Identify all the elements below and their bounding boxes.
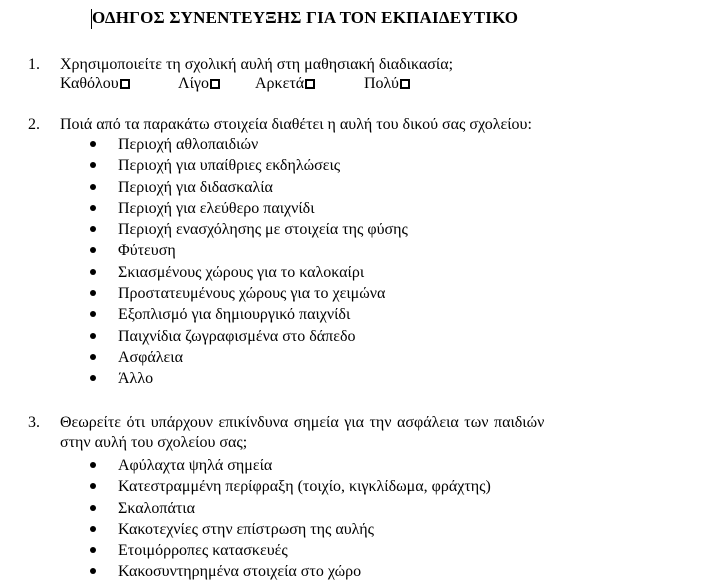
list-item xyxy=(90,240,408,261)
item-text: Προστατευμένους χώρους για το χειμώνα xyxy=(118,285,386,303)
list-item xyxy=(90,540,491,561)
item-text: Ασφάλεια xyxy=(118,348,183,366)
list-item xyxy=(90,155,408,176)
bullet-icon xyxy=(90,205,96,211)
option-enough[interactable] xyxy=(255,75,315,93)
bullet-icon xyxy=(90,483,96,489)
item-text: Περιοχή αθλοπαιδιών xyxy=(118,136,259,153)
item-text: Άλλο xyxy=(118,370,154,388)
question-number: 1. xyxy=(28,56,40,73)
list-item xyxy=(90,368,408,389)
bullet-icon xyxy=(90,375,96,381)
checkbox-icon[interactable] xyxy=(400,79,410,89)
item-text: Ετοιμόρροπες κατασκευές xyxy=(118,542,288,560)
item-text: Περιοχή για υπαίθριες εκδηλώσεις xyxy=(118,157,341,175)
bullet-icon xyxy=(90,311,96,317)
item-text: Περιοχή για διδασκαλία xyxy=(118,178,273,196)
bullet-icon xyxy=(90,247,96,253)
question-text-line1: Θεωρείτε ότι υπάρχουν επικίνδυνα σημεία για την ασφάλεια των παιδιών xyxy=(60,414,545,431)
option-little[interactable] xyxy=(178,75,220,93)
checkbox-icon[interactable] xyxy=(120,79,130,89)
question-text-line2: στην αυλή του σχολείου σας; xyxy=(60,434,248,451)
list-item xyxy=(90,476,491,497)
question-text: Χρησιμοποιείτε τη σχολική αυλή στη μαθησιακή διαδικασία; xyxy=(60,56,454,73)
bullet-icon xyxy=(90,141,96,147)
document-title: ΟΔΗΓΟΣ ΣΥΝΕΝΤΕΥΞΗΣ ΓΙΑ ΤΟΝ ΕΚΠΑΙΔΕΥΤΙΚΟ xyxy=(92,8,519,27)
option-label: Καθόλου xyxy=(60,75,119,92)
list-item xyxy=(90,134,408,155)
item-text: Κακοσυντηρημένα στοιχεία στο χώρο xyxy=(118,563,362,581)
bullet-icon xyxy=(90,505,96,511)
item-text: Σκαλοπάτια xyxy=(118,499,195,517)
list-item xyxy=(90,347,408,368)
list-item xyxy=(90,283,408,304)
bullet-icon xyxy=(90,526,96,532)
list-item xyxy=(90,219,408,240)
checkbox-icon[interactable] xyxy=(305,79,315,89)
question-text: Ποιά από τα παρακάτω στοιχεία διαθέτει η αυλή του δικού σας σχολείου: xyxy=(60,116,532,133)
option-label: Λίγο xyxy=(178,75,209,92)
bullet-icon xyxy=(90,162,96,168)
item-text: Κακοτεχνίες στην επίστρωση της αυλής xyxy=(118,520,374,538)
checkbox-icon[interactable] xyxy=(210,79,220,89)
option-label: Πολύ xyxy=(364,75,399,92)
question-3-items xyxy=(90,455,491,583)
option-none[interactable] xyxy=(60,75,130,93)
list-item xyxy=(90,519,491,540)
item-text: Εξοπλισμό για δημιουργικό παιχνίδι xyxy=(118,306,351,324)
list-item xyxy=(90,262,408,283)
question-number: 2. xyxy=(28,116,40,133)
list-item xyxy=(90,498,491,519)
bullet-icon xyxy=(90,462,96,468)
item-text: Φύτευση xyxy=(118,242,176,260)
option-label: Αρκετά xyxy=(255,75,305,92)
bullet-icon xyxy=(90,354,96,360)
list-item xyxy=(90,198,408,219)
question-number: 3. xyxy=(28,414,40,431)
bullet-icon xyxy=(90,333,96,339)
item-text: Αφύλαχτα ψηλά σημεία xyxy=(118,457,273,474)
bullet-icon xyxy=(90,226,96,232)
bullet-icon xyxy=(90,290,96,296)
bullet-icon xyxy=(90,568,96,574)
list-item xyxy=(90,455,491,476)
bullet-icon xyxy=(90,269,96,275)
bullet-icon xyxy=(90,547,96,553)
question-3-line2 xyxy=(60,434,247,452)
list-item xyxy=(90,304,408,325)
item-text: Παιχνίδια ζωγραφισμένα στο δάπεδο xyxy=(118,327,356,345)
question-2-items xyxy=(90,134,408,390)
item-text: Περιοχή για ελεύθερο παιχνίδι xyxy=(118,199,315,217)
item-text: Κατεστραμμένη περίφραξη (τοιχίο, κιγκλίδωμα, φράχτης) xyxy=(118,478,491,496)
list-item xyxy=(90,177,408,198)
option-much[interactable] xyxy=(364,75,410,93)
item-text: Περιοχή ενασχόλησης με στοιχεία της φύσης xyxy=(118,221,408,239)
item-text: Σκιασμένους χώρους για το καλοκαίρι xyxy=(118,263,365,281)
list-item xyxy=(90,561,491,582)
list-item xyxy=(90,326,408,347)
bullet-icon xyxy=(90,184,96,190)
